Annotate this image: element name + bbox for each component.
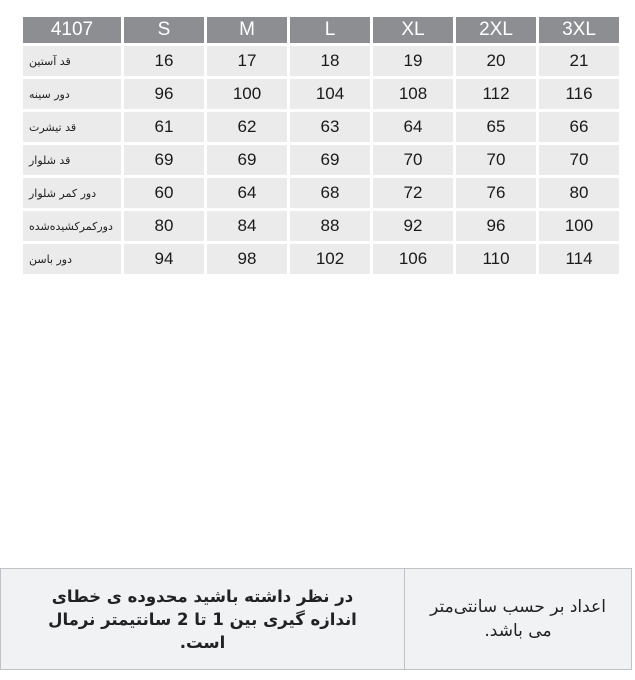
measurement-value: 69 <box>290 145 370 175</box>
measurement-value: 70 <box>539 145 619 175</box>
measurement-value: 100 <box>207 79 287 109</box>
measurement-value: 96 <box>124 79 204 109</box>
measurement-value: 102 <box>290 244 370 274</box>
measurement-label: دور سینه <box>23 79 121 109</box>
measurement-value: 110 <box>456 244 536 274</box>
model-code-header: 4107 <box>23 17 121 43</box>
notes-box <box>0 568 632 670</box>
measurement-label: دور باسن <box>23 244 121 274</box>
size-header-m: M <box>207 17 287 43</box>
table-row <box>23 79 619 109</box>
measurement-value: 96 <box>456 211 536 241</box>
measurement-value: 88 <box>290 211 370 241</box>
measurement-value: 116 <box>539 79 619 109</box>
size-header-3xl: 3XL <box>539 17 619 43</box>
measurement-value: 114 <box>539 244 619 274</box>
measurement-label: دور کمر شلوار <box>23 178 121 208</box>
table-row <box>23 211 619 241</box>
measurement-value: 61 <box>124 112 204 142</box>
measurement-value: 106 <box>373 244 453 274</box>
measurement-value: 104 <box>290 79 370 109</box>
measurement-value: 108 <box>373 79 453 109</box>
table-row <box>23 145 619 175</box>
table-row <box>23 46 619 76</box>
size-header-2xl: 2XL <box>456 17 536 43</box>
table-row <box>23 178 619 208</box>
measurement-value: 17 <box>207 46 287 76</box>
measurement-value: 69 <box>207 145 287 175</box>
measurement-value: 76 <box>456 178 536 208</box>
measurement-value: 98 <box>207 244 287 274</box>
measurement-value: 112 <box>456 79 536 109</box>
measurement-value: 16 <box>124 46 204 76</box>
measurement-label: قد تیشرت <box>23 112 121 142</box>
measurement-value: 94 <box>124 244 204 274</box>
measurement-label: قد آستین <box>23 46 121 76</box>
measurement-label: دورکمرکشیده‌شده <box>23 211 121 241</box>
measurement-value: 64 <box>207 178 287 208</box>
measurement-value: 80 <box>539 178 619 208</box>
measurement-value: 80 <box>124 211 204 241</box>
measurement-value: 63 <box>290 112 370 142</box>
measurement-value: 84 <box>207 211 287 241</box>
measurement-value: 21 <box>539 46 619 76</box>
size-header-xl: XL <box>373 17 453 43</box>
measurement-value: 62 <box>207 112 287 142</box>
size-header-s: S <box>124 17 204 43</box>
table-row <box>23 244 619 274</box>
measurement-value: 70 <box>456 145 536 175</box>
measurement-value: 60 <box>124 178 204 208</box>
size-chart-table <box>20 14 622 277</box>
measurement-label: قد شلوار <box>23 145 121 175</box>
measurement-value: 19 <box>373 46 453 76</box>
measurement-value: 18 <box>290 46 370 76</box>
header-row <box>23 17 619 43</box>
measurement-value: 68 <box>290 178 370 208</box>
units-note: اعداد بر حسب سانتی‌متر می باشد. <box>430 597 606 641</box>
measurement-value: 92 <box>373 211 453 241</box>
measurement-value: 66 <box>539 112 619 142</box>
measurement-error-note: در نظر داشته باشید محدوده ی خطای اندازه گیری بین 1 تا 2 سانتیمتر نرمال است. <box>1 569 405 669</box>
measurement-value: 65 <box>456 112 536 142</box>
measurement-value: 100 <box>539 211 619 241</box>
measurement-value: 70 <box>373 145 453 175</box>
measurement-value: 69 <box>124 145 204 175</box>
size-header-l: L <box>290 17 370 43</box>
measurement-value: 72 <box>373 178 453 208</box>
measurement-value: 20 <box>456 46 536 76</box>
measurement-value: 64 <box>373 112 453 142</box>
table-row <box>23 112 619 142</box>
